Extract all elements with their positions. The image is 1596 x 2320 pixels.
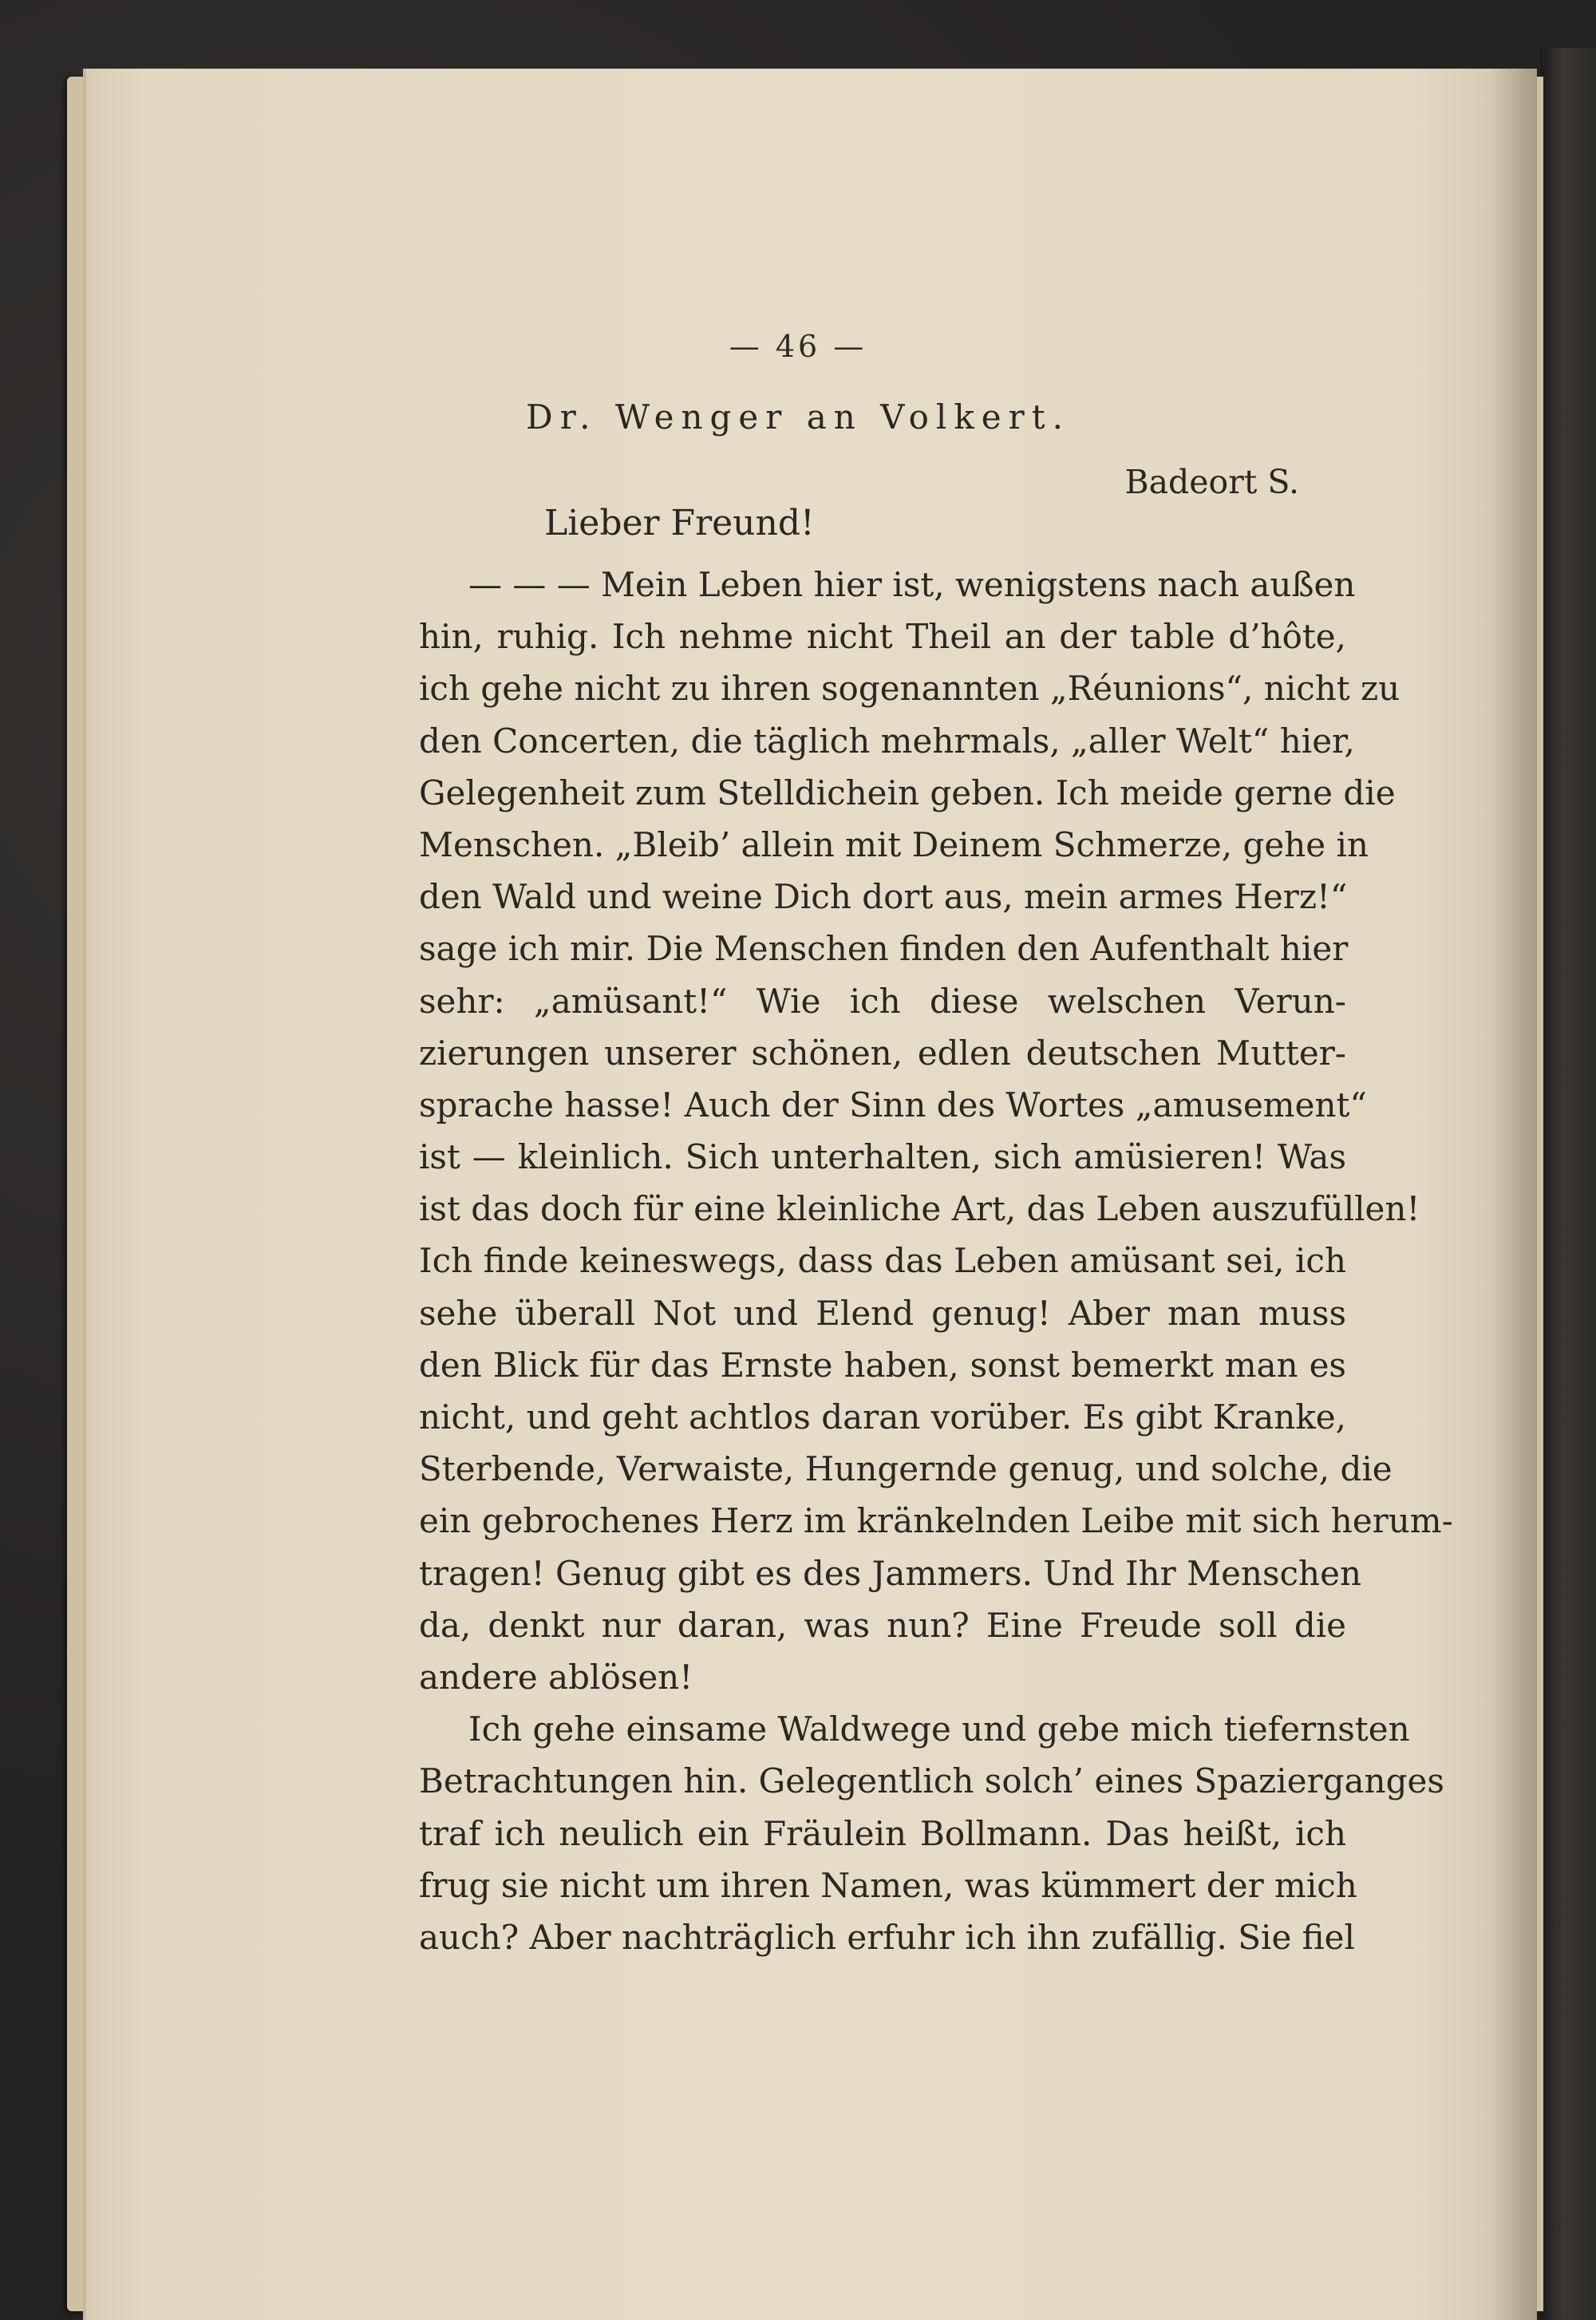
text-line: tragen! Genug gibt es des Jammers. Und Ihr Menschen [419,1553,1362,1593]
text-line: Betrachtungen hin. Gelegentlich solch’ eines Spazierganges [419,1761,1444,1801]
text-line: ist — kleinlich. Sich unterhalten, sich amüsieren! Was [419,1137,1346,1177]
text-line: sage ich mir. Die Menschen finden den Aufenthalt hier [419,929,1349,969]
text-line: andere ablösen! [419,1657,693,1697]
text-line: da, denkt nur daran, was nun? Eine Freude soll die [419,1605,1346,1645]
letter-place: Badeort S. [1124,463,1299,501]
text-line: hin, ruhig. Ich nehme nicht Theil an der table d’hôte, [419,617,1346,657]
text-line: Ich finde keineswegs, dass das Leben amüsant sei, ich [419,1241,1346,1281]
text-line: Ich gehe einsame Waldwege und gebe mich tiefernsten [468,1709,1410,1749]
text-line: den Blick für das Ernste haben, sonst bemerkt man es [419,1345,1346,1385]
text-line: ein gebrochenes Herz im kränkelnden Leibe mit sich herum- [419,1501,1453,1541]
text-line: ich gehe nicht zu ihren sogenannten „Réunions“, nicht zu [419,669,1400,709]
letter-body [419,559,1453,1963]
text-line: traf ich neulich ein Fräulein Bollmann. Das heißt, ich [419,1813,1346,1853]
text-line: den Wald und weine Dich dort aus, mein armes Herz!“ [419,877,1348,917]
text-line: Sterbende, Verwaiste, Hungernde genug, und solche, die [419,1449,1393,1489]
text-line: sprache hasse! Auch der Sinn des Wortes „amusement“ [419,1085,1367,1124]
page-number: — 46 — [729,329,867,364]
text-line: Menschen. „Bleib’ allein mit Deinem Schmerze, gehe in [419,824,1369,864]
text-line: sehe überall Not und Elend genug! Aber man muss [419,1293,1346,1333]
text-line: ist das doch für eine kleinliche Art, das Leben auszufüllen! [419,1189,1420,1229]
letter-salutation: Lieber Freund! [544,503,815,543]
text-line: sehr: „amüsant!“ Wie ich diese welschen Verun- [419,981,1346,1021]
text-line: den Concerten, die täglich mehrmals, „aller Welt“ hier, [419,721,1355,761]
text-line: nicht, und geht achtlos daran vorüber. Es gibt Kranke, [419,1397,1346,1437]
book-spine [1540,48,1596,2320]
letter-heading: Dr. Wenger an Volkert. [526,397,1070,437]
text-line: auch? Aber nachträglich erfuhr ich ihn zufällig. Sie fiel [419,1917,1355,1957]
text-line: — — — Mein Leben hier ist, wenigstens nach außen [468,565,1356,604]
text-line: frug sie nicht um ihren Namen, was kümmert der mich [419,1865,1357,1905]
text-line: Gelegenheit zum Stelldichein geben. Ich meide gerne die [419,773,1396,812]
text-line: zierungen unserer schönen, edlen deutschen Mutter- [419,1033,1346,1073]
